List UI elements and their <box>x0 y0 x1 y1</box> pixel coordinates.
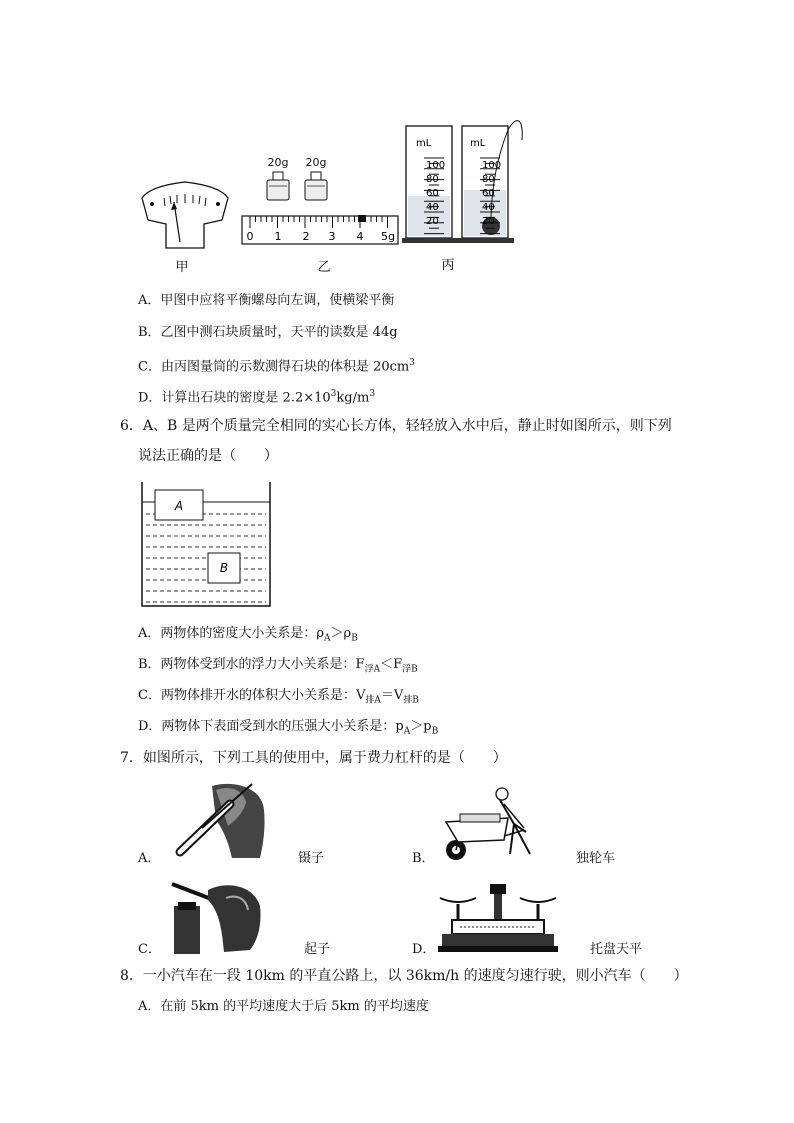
balance-dial-diagram <box>142 182 228 248</box>
q5-option-b: B．乙图中测石块质量时，天平的读数是 44g <box>138 325 398 340</box>
cylinder-left <box>402 126 458 243</box>
ruler-tick-label: 5g <box>381 230 395 243</box>
weight-label-2: 20g <box>305 156 327 169</box>
caption-yi: 乙 <box>317 260 331 275</box>
q5-option-c-text: C．由丙图量筒的示数测得石块的体积是 20cm <box>138 359 410 375</box>
bottle-opener-image <box>168 876 268 956</box>
cylinder-tick-label: 20 <box>482 216 495 227</box>
q7-option-b-letter: B． <box>412 851 435 866</box>
ruler-tick-label: 2 <box>302 230 310 243</box>
cylinder-tick-label: 20 <box>426 216 439 227</box>
block-b-label: B <box>219 561 229 575</box>
q7-option-c-letter: C． <box>138 942 161 957</box>
cylinder-tick-label: 100 <box>482 160 502 171</box>
q8-stem: 8．一小汽车在一段 10km 的平直公路上，以 36km/h 的速度匀速行驶，则小汽车（ ） <box>120 968 688 984</box>
q5-option-d-unit: kg/m <box>336 390 370 406</box>
cylinder-tick-label: 40 <box>426 202 439 213</box>
block-a-label: A <box>174 499 184 513</box>
q5-option-c <box>138 354 415 376</box>
q5-figure <box>130 110 550 280</box>
q7-option-d-letter: D． <box>412 942 436 957</box>
q6-option-a: A．两物体的密度大小关系是：$\rho_A>\rho_B$ <box>138 626 358 644</box>
ruler-tick-label: 4 <box>356 230 364 243</box>
cylinder-unit-label: mL <box>470 138 486 149</box>
wheelbarrow-image <box>438 784 550 864</box>
q7-option-d-name: 托盘天平 <box>590 942 643 957</box>
q6-stem-line2: 说法正确的是（ ） <box>138 448 278 464</box>
pan-balance-image <box>436 880 560 956</box>
weight-icon <box>267 172 289 200</box>
q5-option-d-sup1: 3 <box>330 389 337 399</box>
cylinder-unit-label: mL <box>416 138 432 149</box>
cylinder-tick-label: 40 <box>482 202 495 213</box>
ruler-tick-label: 0 <box>246 230 254 243</box>
ruler-diagram <box>242 215 398 244</box>
weights-diagram <box>267 156 327 200</box>
q5-option-d <box>138 385 375 407</box>
q5-option-d-text: D．计算出石块的密度是 2.2×10 <box>138 390 331 406</box>
q8-option-a: A．在前 5km 的平均速度大于后 5km 的平均速度 <box>138 999 429 1014</box>
q7-option-b-name: 独轮车 <box>576 851 616 866</box>
caption-bing: 丙 <box>441 258 455 273</box>
weight-label-1: 20g <box>267 156 289 169</box>
q7-option-c-name: 起子 <box>304 942 331 957</box>
caption-jia: 甲 <box>175 260 189 275</box>
cylinder-tick-label: 60 <box>426 188 439 199</box>
ruler-tick-label: 3 <box>328 230 336 243</box>
q5-option-c-sup: 3 <box>409 358 415 368</box>
ruler-tick-label: 1 <box>274 230 282 243</box>
q6-figure <box>140 478 276 612</box>
tweezers-image <box>172 780 268 860</box>
q6-option-b: B．两物体受到水的浮力大小关系是：$F_{浮A}<F_{浮B}$ <box>138 657 418 675</box>
q6-option-d: D．两物体下表面受到水的压强大小关系是：$p_A>p_B$ <box>138 719 439 737</box>
cylinder-tick-label: 80 <box>482 174 495 185</box>
q5-option-d-sup2: 3 <box>369 389 376 399</box>
q6-option-c: C．两物体排开水的体积大小关系是：$V_{排A}=V_{排B}$ <box>138 688 419 706</box>
q7-option-a-letter: A． <box>138 851 161 866</box>
cylinder-tick-label: 100 <box>426 160 446 171</box>
q7-stem: 7．如图所示，下列工具的使用中，属于费力杠杆的是（ ） <box>120 750 507 766</box>
q5-option-a: A．甲图中应将平衡螺母向左调，使横梁平衡 <box>138 293 395 308</box>
q6-stem-line1: 6．A、B 是两个质量完全相同的实心长方体，轻轻放入水中后，静止时如图所示，则下列 <box>120 418 672 434</box>
cylinder-tick-label: 60 <box>482 188 495 199</box>
weight-icon <box>305 172 327 200</box>
cylinder-right <box>458 121 522 243</box>
cylinder-tick-label: 80 <box>426 174 439 185</box>
q7-option-a-name: 镊子 <box>298 851 325 866</box>
